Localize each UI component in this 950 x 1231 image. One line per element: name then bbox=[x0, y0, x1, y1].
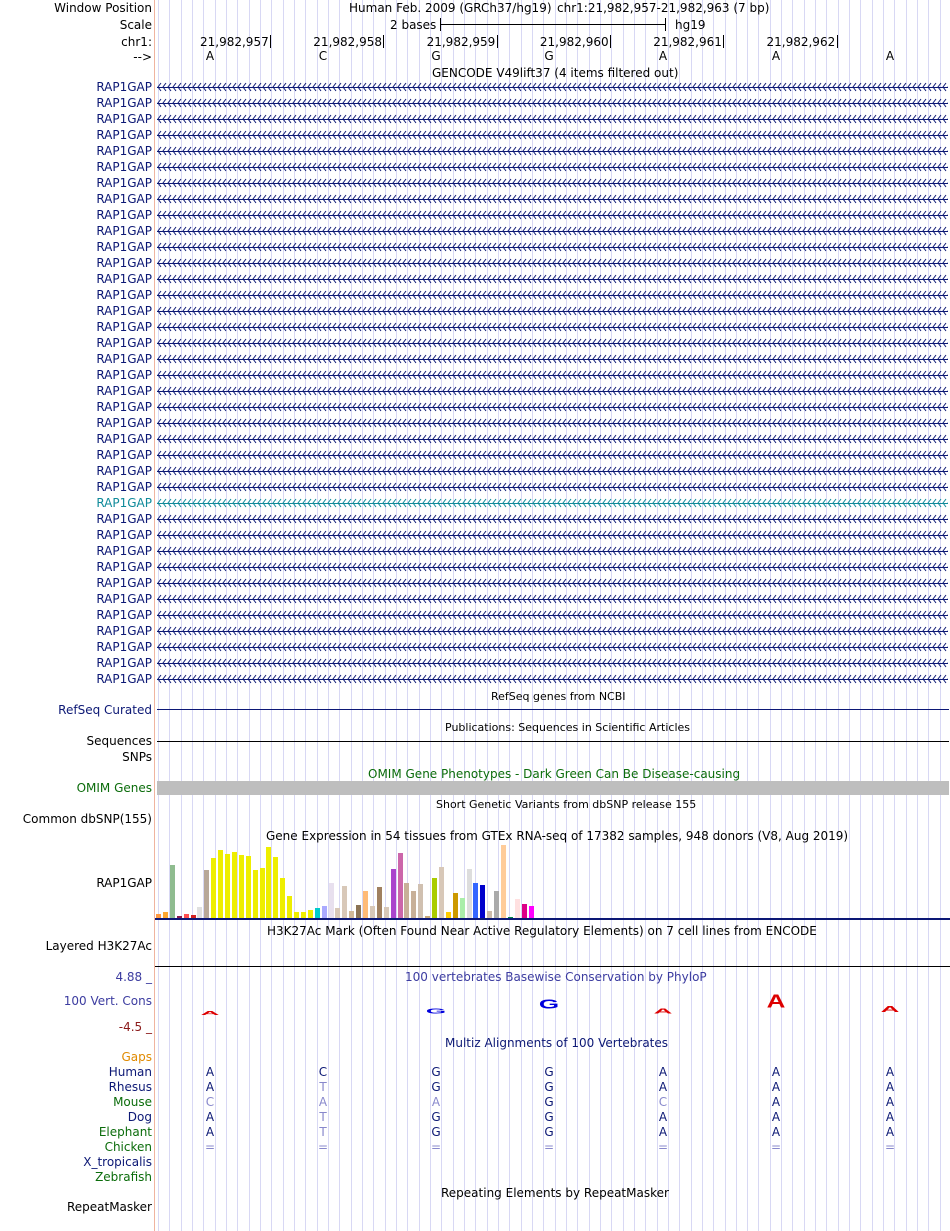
multiz-species-label[interactable]: Human bbox=[108, 1065, 152, 1079]
multiz-species-label[interactable]: Rhesus bbox=[108, 1080, 152, 1094]
gtex-tissue-bar[interactable] bbox=[329, 883, 334, 919]
phylop-score-glyph[interactable] bbox=[872, 1002, 908, 1015]
gtex-tissue-bar[interactable] bbox=[266, 847, 271, 919]
gencode-intron-line bbox=[157, 343, 948, 344]
gencode-intron-line bbox=[157, 295, 948, 296]
gtex-tissue-bar[interactable] bbox=[246, 856, 251, 919]
gencode-transcript-label[interactable]: RAP1GAP bbox=[96, 576, 152, 590]
gtex-tissue-bar[interactable] bbox=[280, 878, 285, 919]
multiz-gaps-label[interactable]: Gaps bbox=[121, 1050, 152, 1064]
coordinate-number: 21,982,960 bbox=[539, 35, 609, 49]
scale-bar-left-cap bbox=[440, 18, 441, 31]
refseq-track-title: RefSeq genes from NCBI bbox=[491, 690, 626, 703]
gencode-intron-line bbox=[157, 215, 948, 216]
gencode-transcript-label[interactable]: RAP1GAP bbox=[96, 512, 152, 526]
multiz-aligned-base: G bbox=[544, 1125, 554, 1139]
gencode-transcript-line[interactable] bbox=[157, 450, 948, 460]
publications-line[interactable] bbox=[157, 741, 949, 742]
multiz-track-title: Multiz Alignments of 100 Vertebrates bbox=[445, 1036, 669, 1050]
phylop-score-glyph[interactable] bbox=[758, 991, 794, 1012]
gtex-tissue-bar[interactable] bbox=[494, 891, 499, 919]
gtex-tissue-bar[interactable] bbox=[218, 850, 223, 919]
gencode-transcript-line[interactable] bbox=[157, 290, 948, 300]
coordinate-number: 21,982,957 bbox=[200, 35, 269, 49]
gencode-transcript-line[interactable] bbox=[157, 82, 948, 92]
gencode-intron-line bbox=[157, 359, 948, 360]
assembly-text: Human Feb. 2009 (GRCh37/hg19) bbox=[349, 1, 552, 15]
gencode-transcript-label[interactable]: RAP1GAP bbox=[96, 352, 152, 366]
gencode-transcript-line[interactable] bbox=[157, 98, 948, 108]
coordinate-tick bbox=[497, 35, 498, 48]
phylop-score-glyph[interactable] bbox=[531, 997, 567, 1012]
gtex-tissue-bar[interactable] bbox=[211, 858, 216, 919]
publications-track-label[interactable]: Sequences bbox=[86, 734, 152, 748]
gencode-intron-line bbox=[157, 375, 948, 376]
gtex-tissue-bar[interactable] bbox=[287, 896, 292, 919]
gencode-transcript-label[interactable]: RAP1GAP bbox=[96, 384, 152, 398]
gtex-tissue-bar[interactable] bbox=[391, 869, 396, 919]
gencode-transcript-line[interactable] bbox=[157, 162, 948, 172]
gencode-transcript-line[interactable] bbox=[157, 418, 948, 428]
multiz-aligned-base: A bbox=[885, 1125, 895, 1139]
gencode-transcript-label[interactable]: RAP1GAP bbox=[96, 256, 152, 270]
gtex-tissue-bar[interactable] bbox=[522, 904, 527, 919]
multiz-aligned-base: G bbox=[544, 1065, 554, 1079]
gencode-transcript-label[interactable]: RAP1GAP bbox=[96, 192, 152, 206]
phylop-score-glyph[interactable] bbox=[192, 1004, 228, 1016]
coordinate-tick bbox=[723, 35, 724, 48]
gencode-intron-line bbox=[157, 487, 948, 488]
gencode-transcript-line[interactable] bbox=[157, 514, 948, 524]
gencode-intron-line bbox=[157, 583, 948, 584]
multiz-aligned-base: G bbox=[431, 1125, 441, 1139]
gencode-intron-line bbox=[157, 231, 948, 232]
multiz-aligned-base: A bbox=[885, 1095, 895, 1109]
gencode-transcript-line[interactable] bbox=[157, 482, 948, 492]
gtex-tissue-bar[interactable] bbox=[460, 898, 465, 919]
strand-label: --> bbox=[133, 50, 152, 64]
gencode-transcript-label[interactable]: RAP1GAP bbox=[96, 656, 152, 670]
multiz-species-label[interactable]: Chicken bbox=[104, 1140, 152, 1154]
gencode-transcript-line[interactable] bbox=[157, 210, 948, 220]
gencode-transcript-line[interactable] bbox=[157, 226, 948, 236]
gtex-tissue-bar[interactable] bbox=[253, 870, 258, 919]
gencode-transcript-line[interactable] bbox=[157, 610, 948, 620]
gencode-transcript-label[interactable]: RAP1GAP bbox=[96, 144, 152, 158]
gencode-transcript-line[interactable] bbox=[157, 642, 948, 652]
gencode-intron-line bbox=[157, 135, 948, 136]
coordinate-number: 21,982,959 bbox=[426, 35, 496, 49]
gtex-tissue-bar[interactable] bbox=[232, 852, 237, 919]
gencode-intron-line bbox=[157, 615, 948, 616]
phylop-max-label: 4.88 _ bbox=[115, 970, 152, 984]
gencode-intron-line bbox=[157, 247, 948, 248]
multiz-aligned-base: A bbox=[205, 1125, 215, 1139]
gtex-tissue-bar[interactable] bbox=[204, 870, 209, 919]
multiz-aligned-base: G bbox=[544, 1095, 554, 1109]
gtex-tissue-bar[interactable] bbox=[170, 865, 175, 919]
dbsnp-track-title: Short Genetic Variants from dbSNP release 155 bbox=[436, 798, 697, 811]
multiz-aligned-base: A bbox=[771, 1125, 781, 1139]
multiz-aligned-base: A bbox=[771, 1110, 781, 1124]
svg-text:G: G bbox=[538, 997, 560, 1012]
gencode-transcript-label[interactable]: RAP1GAP bbox=[96, 80, 152, 94]
phylop-track-title: 100 vertebrates Basewise Conservation by PhyloP bbox=[405, 970, 707, 984]
gencode-transcript-label[interactable]: RAP1GAP bbox=[96, 560, 152, 574]
gencode-transcript-label[interactable]: RAP1GAP bbox=[96, 224, 152, 238]
h3k27ac-track-title: H3K27Ac Mark (Often Found Near Active Regulatory Elements) on 7 cell lines from ENCODE bbox=[267, 924, 817, 938]
repeatmasker-track-label[interactable]: RepeatMasker bbox=[66, 1200, 152, 1214]
gencode-intron-line bbox=[157, 263, 948, 264]
gencode-transcript-label[interactable]: RAP1GAP bbox=[96, 320, 152, 334]
gencode-intron-line bbox=[157, 663, 948, 664]
gencode-transcript-label[interactable]: RAP1GAP bbox=[96, 272, 152, 286]
multiz-species-label[interactable]: Elephant bbox=[98, 1125, 152, 1139]
gencode-transcript-label[interactable]: RAP1GAP bbox=[96, 480, 152, 494]
gencode-transcript-label[interactable]: RAP1GAP bbox=[96, 176, 152, 190]
gencode-transcript-line[interactable] bbox=[157, 386, 948, 396]
multiz-aligned-base: G bbox=[544, 1110, 554, 1124]
gencode-transcript-label[interactable]: RAP1GAP bbox=[96, 608, 152, 622]
gencode-intron-line bbox=[157, 119, 948, 120]
gtex-track-label[interactable]: RAP1GAP bbox=[96, 876, 152, 890]
multiz-aligned-base: = bbox=[657, 1140, 669, 1154]
gencode-transcript-line[interactable] bbox=[157, 242, 948, 252]
gencode-transcript-label[interactable]: RAP1GAP bbox=[96, 208, 152, 222]
gencode-transcript-line[interactable] bbox=[157, 434, 948, 444]
scale-label: Scale bbox=[119, 18, 152, 32]
svg-text:G: G bbox=[425, 1007, 447, 1016]
multiz-aligned-base: C bbox=[318, 1065, 328, 1079]
reference-base: A bbox=[205, 49, 215, 63]
gencode-intron-line bbox=[157, 647, 948, 648]
scale-db: hg19 bbox=[675, 18, 706, 32]
gtex-tissue-bar[interactable] bbox=[260, 868, 265, 919]
gencode-transcript-label[interactable]: RAP1GAP bbox=[96, 336, 152, 350]
phylop-track-label[interactable]: 100 Vert. Cons bbox=[63, 994, 152, 1008]
refseq-gene-line[interactable] bbox=[157, 709, 949, 710]
coordinate-number: 21,982,962 bbox=[766, 35, 836, 49]
dbsnp-track-label[interactable]: Common dbSNP(155) bbox=[22, 812, 152, 826]
snps-track-label[interactable]: SNPs bbox=[122, 750, 152, 764]
multiz-aligned-base: A bbox=[658, 1080, 668, 1094]
gencode-transcript-line[interactable] bbox=[157, 658, 948, 668]
gtex-tissue-bar[interactable] bbox=[404, 883, 409, 919]
gencode-intron-line bbox=[157, 599, 948, 600]
svg-text:A: A bbox=[200, 1009, 220, 1016]
multiz-aligned-base: = bbox=[884, 1140, 896, 1154]
gencode-transcript-label[interactable]: RAP1GAP bbox=[96, 96, 152, 110]
coordinate-number: 21,982,958 bbox=[313, 35, 383, 49]
multiz-aligned-base: C bbox=[658, 1095, 668, 1109]
position-text: chr1:21,982,957-21,982,963 (7 bp) bbox=[557, 1, 770, 15]
multiz-species-label[interactable]: Zebrafish bbox=[95, 1170, 152, 1184]
gencode-intron-line bbox=[157, 327, 948, 328]
multiz-aligned-base: A bbox=[885, 1065, 895, 1079]
gencode-intron-line bbox=[157, 151, 948, 152]
reference-base: A bbox=[885, 49, 895, 63]
multiz-aligned-base: A bbox=[658, 1125, 668, 1139]
gencode-transcript-line[interactable] bbox=[157, 594, 948, 604]
gencode-transcript-line[interactable] bbox=[157, 194, 948, 204]
multiz-aligned-base: A bbox=[771, 1065, 781, 1079]
gencode-transcript-line[interactable] bbox=[157, 338, 948, 348]
gencode-transcript-label[interactable]: RAP1GAP bbox=[96, 624, 152, 638]
gencode-intron-line bbox=[157, 439, 948, 440]
gencode-transcript-label[interactable]: RAP1GAP bbox=[96, 544, 152, 558]
gencode-transcript-line[interactable] bbox=[157, 530, 948, 540]
gencode-transcript-line[interactable] bbox=[157, 498, 948, 508]
gtex-tissue-bar[interactable] bbox=[467, 869, 472, 919]
multiz-aligned-base: G bbox=[431, 1110, 441, 1124]
svg-text:A: A bbox=[766, 991, 786, 1012]
gtex-tissue-bar[interactable] bbox=[418, 884, 423, 919]
multiz-aligned-base: = bbox=[204, 1140, 216, 1154]
scale-text: 2 bases bbox=[390, 18, 437, 32]
omim-gene-bar[interactable] bbox=[157, 781, 949, 795]
gencode-transcript-label[interactable]: RAP1GAP bbox=[96, 400, 152, 414]
gencode-transcript-line[interactable] bbox=[157, 402, 948, 412]
gencode-intron-line bbox=[157, 391, 948, 392]
multiz-aligned-base: A bbox=[771, 1080, 781, 1094]
gtex-tissue-bar[interactable] bbox=[225, 854, 230, 919]
gencode-intron-line bbox=[157, 407, 948, 408]
gencode-transcript-label[interactable]: RAP1GAP bbox=[96, 128, 152, 142]
multiz-aligned-base: A bbox=[318, 1095, 328, 1109]
gtex-tissue-bar[interactable] bbox=[398, 853, 403, 919]
gtex-bar-chart[interactable] bbox=[155, 843, 555, 919]
gencode-intron-line bbox=[157, 567, 948, 568]
multiz-aligned-base: G bbox=[544, 1080, 554, 1094]
omim-track-label[interactable]: OMIM Genes bbox=[76, 781, 152, 795]
gencode-intron-line bbox=[157, 631, 948, 632]
svg-text:A: A bbox=[653, 1007, 673, 1016]
phylop-score-glyph[interactable] bbox=[645, 1002, 681, 1016]
gencode-transcript-label[interactable]: RAP1GAP bbox=[96, 304, 152, 318]
multiz-aligned-base: T bbox=[319, 1125, 327, 1139]
reference-base: G bbox=[431, 49, 441, 63]
publications-track-title: Publications: Sequences in Scientific Articles bbox=[445, 721, 690, 734]
multiz-aligned-base: A bbox=[885, 1110, 895, 1124]
gencode-transcript-label[interactable]: RAP1GAP bbox=[96, 288, 152, 302]
gtex-tissue-bar[interactable] bbox=[501, 845, 506, 919]
phylop-min-label: -4.5 _ bbox=[118, 1020, 152, 1034]
gencode-intron-line bbox=[157, 167, 948, 168]
multiz-aligned-base: A bbox=[205, 1110, 215, 1124]
gtex-track-title: Gene Expression in 54 tissues from GTEx RNA-seq of 17382 samples, 948 donors (V8, Aug 2019) bbox=[266, 829, 849, 843]
gencode-intron-line bbox=[157, 199, 948, 200]
multiz-aligned-base: = bbox=[543, 1140, 555, 1154]
coordinate-tick bbox=[270, 35, 271, 48]
multiz-aligned-base: = bbox=[430, 1140, 442, 1154]
phylop-score-glyph[interactable] bbox=[305, 1006, 341, 1008]
gencode-transcript-line[interactable] bbox=[157, 114, 948, 124]
gencode-transcript-line[interactable] bbox=[157, 674, 948, 684]
multiz-aligned-base: A bbox=[771, 1095, 781, 1109]
gtex-tissue-bar[interactable] bbox=[239, 855, 244, 919]
gencode-intron-line bbox=[157, 503, 948, 504]
multiz-aligned-base: = bbox=[317, 1140, 329, 1154]
gencode-transcript-line[interactable] bbox=[157, 258, 948, 268]
gencode-intron-line bbox=[157, 471, 948, 472]
gencode-transcript-label[interactable]: RAP1GAP bbox=[96, 464, 152, 478]
gencode-transcript-line[interactable] bbox=[157, 274, 948, 284]
reference-base: A bbox=[658, 49, 668, 63]
gencode-intron-line bbox=[157, 679, 948, 680]
gtex-tissue-bar[interactable] bbox=[432, 878, 437, 919]
gencode-transcript-line[interactable] bbox=[157, 130, 948, 140]
scale-bar-right-cap bbox=[665, 18, 666, 31]
multiz-aligned-base: = bbox=[770, 1140, 782, 1154]
gencode-transcript-line[interactable] bbox=[157, 306, 948, 316]
multiz-aligned-base: T bbox=[319, 1080, 327, 1094]
gtex-tissue-bar[interactable] bbox=[273, 857, 278, 919]
chrom-label: chr1: bbox=[121, 35, 152, 49]
gencode-transcript-line[interactable] bbox=[157, 578, 948, 588]
gtex-tissue-bar[interactable] bbox=[377, 887, 382, 919]
gtex-tissue-bar[interactable] bbox=[411, 891, 416, 919]
gencode-transcript-label[interactable]: RAP1GAP bbox=[96, 160, 152, 174]
multiz-species-label[interactable]: Dog bbox=[127, 1110, 152, 1124]
gtex-tissue-bar[interactable] bbox=[480, 885, 485, 919]
gencode-transcript-label[interactable]: RAP1GAP bbox=[96, 368, 152, 382]
multiz-aligned-base: C bbox=[205, 1095, 215, 1109]
gencode-transcript-line[interactable] bbox=[157, 322, 948, 332]
reference-base: G bbox=[544, 49, 554, 63]
gencode-transcript-line[interactable] bbox=[157, 562, 948, 572]
gencode-intron-line bbox=[157, 103, 948, 104]
gencode-transcript-label[interactable]: RAP1GAP bbox=[96, 672, 152, 686]
gtex-tissue-bar[interactable] bbox=[356, 905, 361, 919]
window-position-label: Window Position bbox=[54, 1, 152, 15]
gencode-intron-line bbox=[157, 455, 948, 456]
gencode-transcript-label[interactable]: RAP1GAP bbox=[96, 592, 152, 606]
gencode-intron-line bbox=[157, 183, 948, 184]
omim-track-title: OMIM Gene Phenotypes - Dark Green Can Be Disease-causing bbox=[368, 767, 741, 781]
gtex-tissue-bar[interactable] bbox=[342, 886, 347, 919]
gencode-transcript-line[interactable] bbox=[157, 466, 948, 476]
coordinate-tick bbox=[383, 35, 384, 48]
multiz-aligned-base: A bbox=[885, 1080, 895, 1094]
gencode-transcript-label[interactable]: RAP1GAP bbox=[96, 496, 152, 510]
phylop-score-glyph[interactable] bbox=[418, 1002, 454, 1016]
coordinate-tick bbox=[837, 35, 838, 48]
h3k27ac-track-label[interactable]: Layered H3K27Ac bbox=[45, 939, 152, 953]
gencode-transcript-line[interactable] bbox=[157, 626, 948, 636]
gencode-transcript-label[interactable]: RAP1GAP bbox=[96, 240, 152, 254]
gtex-tissue-bar[interactable] bbox=[473, 883, 478, 920]
multiz-aligned-base: A bbox=[658, 1110, 668, 1124]
gencode-transcript-label[interactable]: RAP1GAP bbox=[96, 448, 152, 462]
multiz-aligned-base: G bbox=[431, 1065, 441, 1079]
gencode-intron-line bbox=[157, 519, 948, 520]
gencode-transcript-line[interactable] bbox=[157, 178, 948, 188]
gencode-transcript-label[interactable]: RAP1GAP bbox=[96, 112, 152, 126]
multiz-aligned-base: A bbox=[658, 1065, 668, 1079]
multiz-aligned-base: A bbox=[205, 1065, 215, 1079]
gencode-intron-line bbox=[157, 535, 948, 536]
gencode-transcript-label[interactable]: RAP1GAP bbox=[96, 416, 152, 430]
coordinate-tick bbox=[610, 35, 611, 48]
scale-bar bbox=[440, 24, 666, 25]
multiz-aligned-base: A bbox=[431, 1095, 441, 1109]
gencode-transcript-line[interactable] bbox=[157, 146, 948, 156]
h3k27ac-baseline bbox=[155, 966, 950, 967]
gtex-tissue-bar[interactable] bbox=[363, 891, 368, 919]
gencode-intron-line bbox=[157, 551, 948, 552]
gencode-transcript-line[interactable] bbox=[157, 546, 948, 556]
svg-text:A: A bbox=[880, 1005, 900, 1015]
gtex-baseline bbox=[155, 918, 950, 920]
multiz-aligned-base: T bbox=[319, 1110, 327, 1124]
reference-base: A bbox=[771, 49, 781, 63]
refseq-track-label[interactable]: RefSeq Curated bbox=[58, 703, 152, 717]
gencode-transcript-label[interactable]: RAP1GAP bbox=[96, 640, 152, 654]
gtex-tissue-bar[interactable] bbox=[439, 867, 444, 919]
multiz-species-label[interactable]: X_tropicalis bbox=[83, 1155, 152, 1169]
coordinate-number: 21,982,961 bbox=[653, 35, 722, 49]
gtex-tissue-bar[interactable] bbox=[453, 893, 458, 919]
multiz-species-label[interactable]: Mouse bbox=[113, 1095, 152, 1109]
gencode-transcript-label[interactable]: RAP1GAP bbox=[96, 528, 152, 542]
gencode-transcript-line[interactable] bbox=[157, 354, 948, 364]
gencode-intron-line bbox=[157, 423, 948, 424]
gencode-intron-line bbox=[157, 311, 948, 312]
gencode-transcript-label[interactable]: RAP1GAP bbox=[96, 432, 152, 446]
multiz-aligned-base: A bbox=[205, 1080, 215, 1094]
multiz-aligned-base: G bbox=[431, 1080, 441, 1094]
gtex-tissue-bar[interactable] bbox=[515, 899, 520, 919]
gencode-track-title: GENCODE V49lift37 (4 items filtered out) bbox=[432, 66, 679, 80]
gencode-intron-line bbox=[157, 279, 948, 280]
gencode-transcript-line[interactable] bbox=[157, 370, 948, 380]
gencode-intron-line bbox=[157, 87, 948, 88]
repeatmasker-track-title: Repeating Elements by RepeatMasker bbox=[441, 1186, 669, 1200]
reference-base: C bbox=[318, 49, 328, 63]
